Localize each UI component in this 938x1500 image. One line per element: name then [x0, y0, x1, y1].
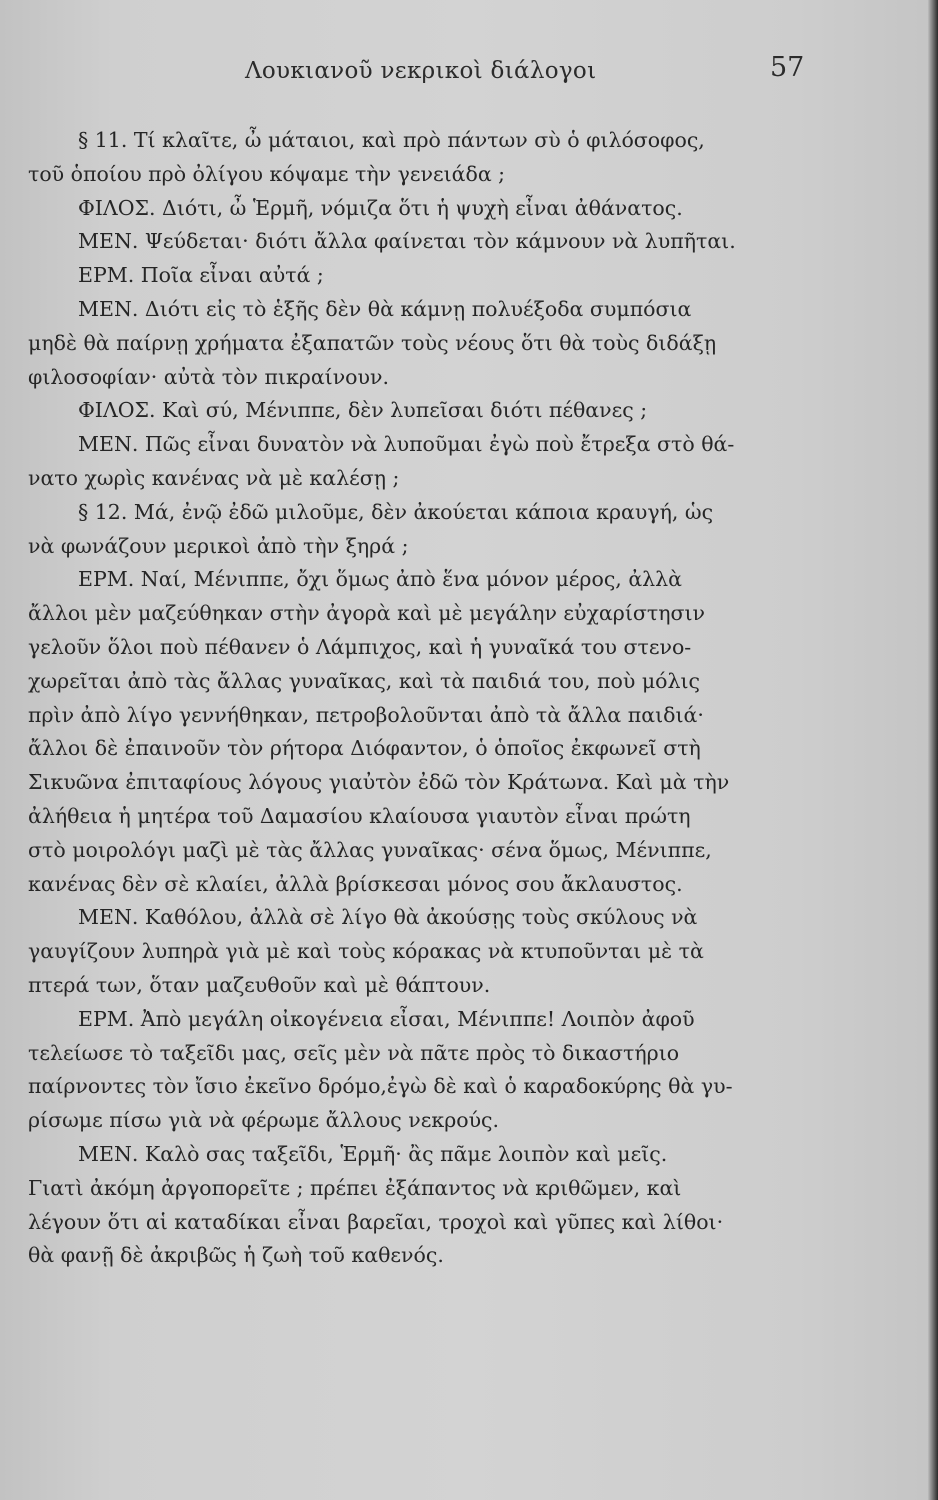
text-line: χωρεῖται ἀπὸ τὰς ἄλλας γυναῖκας, καὶ τὰ παιδιά του, ποὺ μόλις [28, 668, 700, 693]
text-line: τελείωσε τὸ ταξεῖδι μας, σεῖς μὲν νὰ πᾶτε πρὸς τὸ δικαστήριο [28, 1040, 680, 1065]
text-line: πρὶν ἀπὸ λίγο γεννήθηκαν, πετροβολοῦνται ἀπὸ τὰ ἄλλα παιδιά· [28, 702, 704, 727]
text-line: § 12. Μά, ἐνῷ ἐδῶ μιλοῦμε, δὲν ἀκούεται κάποια κραυγή, ὡς [78, 499, 714, 524]
text-line: τοῦ ὁποίου πρὸ ὀλίγου κόψαμε τὴν γενειάδα ; [28, 161, 506, 186]
text-line: ΜΕΝ. Διότι εἰς τὸ ἑξῆς δὲν θὰ κάμνῃ πολυέξοδα συμπόσια [78, 296, 692, 321]
text-line: φιλοσοφίαν· αὐτὰ τὸν πικραίνουν. [28, 364, 389, 389]
page-number: 57 [770, 52, 805, 83]
text-line: μηδὲ θὰ παίρνῃ χρήματα ἐξαπατῶν τοὺς νέους ὅτι θὰ τοὺς διδάξῃ [28, 330, 717, 355]
text-line: § 11. Τί κλαῖτε, ὦ μάταιοι, καὶ πρὸ πάντων σὺ ὁ φιλόσοφος, [78, 128, 705, 152]
text-line: ἄλλοι μὲν μαζεύθηκαν στὴν ἀγορὰ καὶ μὲ μεγάλην εὐχαρίστησιν [28, 601, 705, 626]
text-line: ΦΙΛΟΣ. Διότι, ὦ Ἑρμῆ, νόμιζα ὅτι ἡ ψυχὴ εἶναι ἀθάνατος. [78, 195, 683, 220]
page-edge-shadow [928, 0, 938, 1500]
text-line: γελοῦν ὅλοι ποὺ πέθανεν ὁ Λάμπιχος, καὶ ἡ γυναῖκά του στενο- [28, 634, 692, 659]
text-line: κανένας δὲν σὲ κλαίει, ἀλλὰ βρίσκεσαι μόνος σου ἄκλαυστος. [28, 871, 683, 896]
text-line: ΕΡΜ. Ναί, Μένιππε, ὄχι ὅμως ἀπὸ ἕνα μόνον μέρος, ἀλλὰ [78, 567, 683, 592]
text-line: ἄλλοι δὲ ἐπαινοῦν τὸν ρήτορα Διόφαντον, ὁ ὁποῖος ἐκφωνεῖ στὴ [28, 736, 701, 761]
body-text [28, 124, 818, 1273]
text-line: ΜΕΝ. Ψεύδεται· διότι ἄλλα φαίνεται τὸν κάμνουν νὰ λυπῆται. [78, 229, 736, 254]
text-line: γαυγίζουν λυπηρὰ γιὰ μὲ καὶ τοὺς κόρακας νὰ κτυποῦνται μὲ τὰ [28, 939, 704, 964]
text-line: στὸ μοιρολόγι μαζὶ μὲ τὰς ἄλλας γυναῖκας· σένα ὅμως, Μένιππε, [28, 837, 712, 862]
text-line: πτερά των, ὅταν μαζευθοῦν καὶ μὲ θάπτουν. [28, 972, 491, 997]
text-line: παίρνοντες τὸν ἴσιο ἐκεῖνο δρόμο,ἐγὼ δὲ καὶ ὁ καραδοκύρης θὰ γυ- [28, 1074, 733, 1099]
text-line: νατο χωρὶς κανένας νὰ μὲ καλέσῃ ; [28, 465, 400, 490]
text-line: ἀλήθεια ἡ μητέρα τοῦ Δαμασίου κλαίουσα γιαυτὸν εἶναι πρώτη [28, 803, 691, 828]
text-line: λέγουν ὅτι αἱ καταδίκαι εἶναι βαρεῖαι, τροχοὶ καὶ γῦπες καὶ λίθοι· [28, 1209, 724, 1234]
text-line: ΜΕΝ. Πῶς εἶναι δυνατὸν νὰ λυποῦμαι ἐγὼ ποὺ ἔτρεξα στὸ θά- [78, 432, 735, 457]
text-line: ΜΕΝ. Καλὸ σας ταξεῖδι, Ἑρμῆ· ἂς πᾶμε λοιπὸν καὶ μεῖς. [78, 1141, 668, 1166]
text-line: ΜΕΝ. Καθόλου, ἀλλὰ σὲ λίγο θὰ ἀκούσῃς τοὺς σκύλους νὰ [78, 905, 698, 930]
text-line: Σικυῶνα ἐπιταφίους λόγους γιαὐτὸν ἐδῶ τὸν Κράτωνα. Καὶ μὰ τὴν [28, 770, 730, 795]
text-line: Γιατὶ ἀκόμη ἀργοπορεῖτε ; πρέπει ἐξάπαντος νὰ κριθῶμεν, καὶ [28, 1175, 682, 1200]
text-line: ρίσωμε πίσω γιὰ νὰ φέρωμε ἄλλους νεκρούς. [28, 1108, 500, 1133]
running-title: Λουκιανοῦ νεκρικοὶ διάλογοι [245, 58, 597, 84]
text-line: ΕΡΜ. Ἀπὸ μεγάλη οἰκογένεια εἶσαι, Μένιππε! Λοιπὸν ἀφοῦ [78, 1006, 695, 1031]
running-header [0, 52, 938, 92]
text-line: νὰ φωνάζουν μερικοὶ ἀπὸ τὴν ξηρά ; [28, 533, 409, 558]
text-line: ΕΡΜ. Ποῖα εἶναι αὐτά ; [78, 263, 324, 288]
text-line: θὰ φανῇ δὲ ἀκριβῶς ἡ ζωὴ τοῦ καθενός. [28, 1243, 444, 1268]
text-line: ΦΙΛΟΣ. Καὶ σύ, Μένιππε, δὲν λυπεῖσαι διότι πέθανες ; [78, 398, 648, 423]
